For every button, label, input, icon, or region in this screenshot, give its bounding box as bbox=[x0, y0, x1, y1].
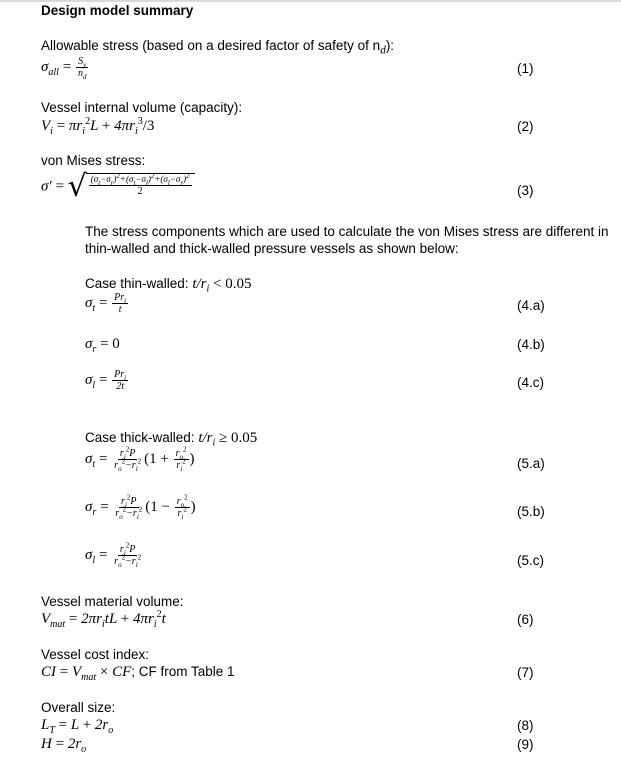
eq-number-7: (7) bbox=[517, 665, 534, 680]
stress-note-line-1: The stress components which are used to calculate the von Mises stress are different in bbox=[85, 224, 609, 239]
overall-length-equation: $L_T = L + 2r_o$ bbox=[41, 717, 114, 736]
thick-walled-label: Case thick-walled: $t/r_i \ge 0.05$ bbox=[85, 430, 258, 449]
eq-number-4c: (4.c) bbox=[517, 375, 544, 390]
eq-number-3: (3) bbox=[517, 183, 534, 198]
eq-number-6: (6) bbox=[517, 612, 534, 627]
von-mises-equation: σ′ = √ $\frac{(\sigma_t-\sigma_r)^2+(\sigma_t-\sigma_l)^2+(\sigma_l-\sigma_r)^2}{2}$ bbox=[41, 170, 195, 204]
top-rule bbox=[0, 0, 621, 2]
eq-number-5b: (5.b) bbox=[517, 504, 545, 519]
eq-number-1: (1) bbox=[517, 61, 534, 76]
allowable-stress-label: Allowable stress (based on a desired factor of safety of $n_d$): bbox=[41, 38, 395, 57]
cost-index-equation: CI = $V_{mat}$ × CF; CF from Table 1 bbox=[41, 664, 235, 683]
thin-hoop-stress-equation: $\sigma_t$ = $\frac{Pr_i}{t}$ bbox=[85, 292, 127, 315]
thick-axial-stress-equation: $\sigma_l$ = $\frac{r_i^2P}{r_o^2-r_i^2}$ bbox=[85, 541, 142, 569]
eq-number-5a: (5.a) bbox=[517, 456, 545, 471]
eq-number-2: (2) bbox=[517, 119, 534, 134]
thick-hoop-stress-equation: $\sigma_t$ = $\frac{r_i^2P}{r_o^2-r_i^2}$ (1 + $\frac{r_o^2}{r_i^2}$ ) bbox=[85, 445, 195, 473]
overall-size-label: Overall size: bbox=[41, 700, 116, 715]
overall-height-equation: $H = 2r_o$ bbox=[41, 736, 87, 755]
material-volume-equation: $V_{mat} = 2\pi r_itL + 4\pi r_i^2t$ bbox=[41, 609, 166, 630]
eq-number-9: (9) bbox=[517, 737, 534, 752]
material-volume-label: Vessel material volume: bbox=[41, 594, 184, 609]
thin-axial-stress-equation: $\sigma_l$ = $\frac{Pr_i}{2t}$ bbox=[85, 369, 127, 392]
thin-radial-stress-equation: $\sigma_r = 0$ bbox=[85, 336, 120, 355]
cost-index-label: Vessel cost index: bbox=[41, 647, 150, 662]
internal-volume-equation: $V_i = \pi r_i^2L + 4\pi r_i^3/3$ bbox=[41, 116, 155, 137]
thin-walled-label: Case thin-walled: $t/r_i < 0.05$ bbox=[85, 276, 252, 295]
von-mises-label: von Mises stress: bbox=[41, 153, 146, 168]
internal-volume-label: Vessel internal volume (capacity): bbox=[41, 100, 243, 115]
stress-note-line-2: thin-walled and thick-walled pressure vessels as shown below: bbox=[85, 241, 459, 256]
eq-number-4b: (4.b) bbox=[517, 337, 545, 352]
allowable-stress-equation: $\sigma_{all}$ = $\frac{S_y}{n_d}$ bbox=[41, 56, 87, 81]
eq-number-5c: (5.c) bbox=[517, 553, 544, 568]
eq-number-4a: (4.a) bbox=[517, 298, 545, 313]
eq-number-8: (8) bbox=[517, 718, 534, 733]
page-heading: Design model summary bbox=[41, 3, 194, 18]
thick-radial-stress-equation: $\sigma_r$ = $\frac{r_i^2P}{r_o^2-r_i^2}$ (1 − $\frac{r_o^2}{r_i^2}$ ) bbox=[85, 493, 196, 521]
